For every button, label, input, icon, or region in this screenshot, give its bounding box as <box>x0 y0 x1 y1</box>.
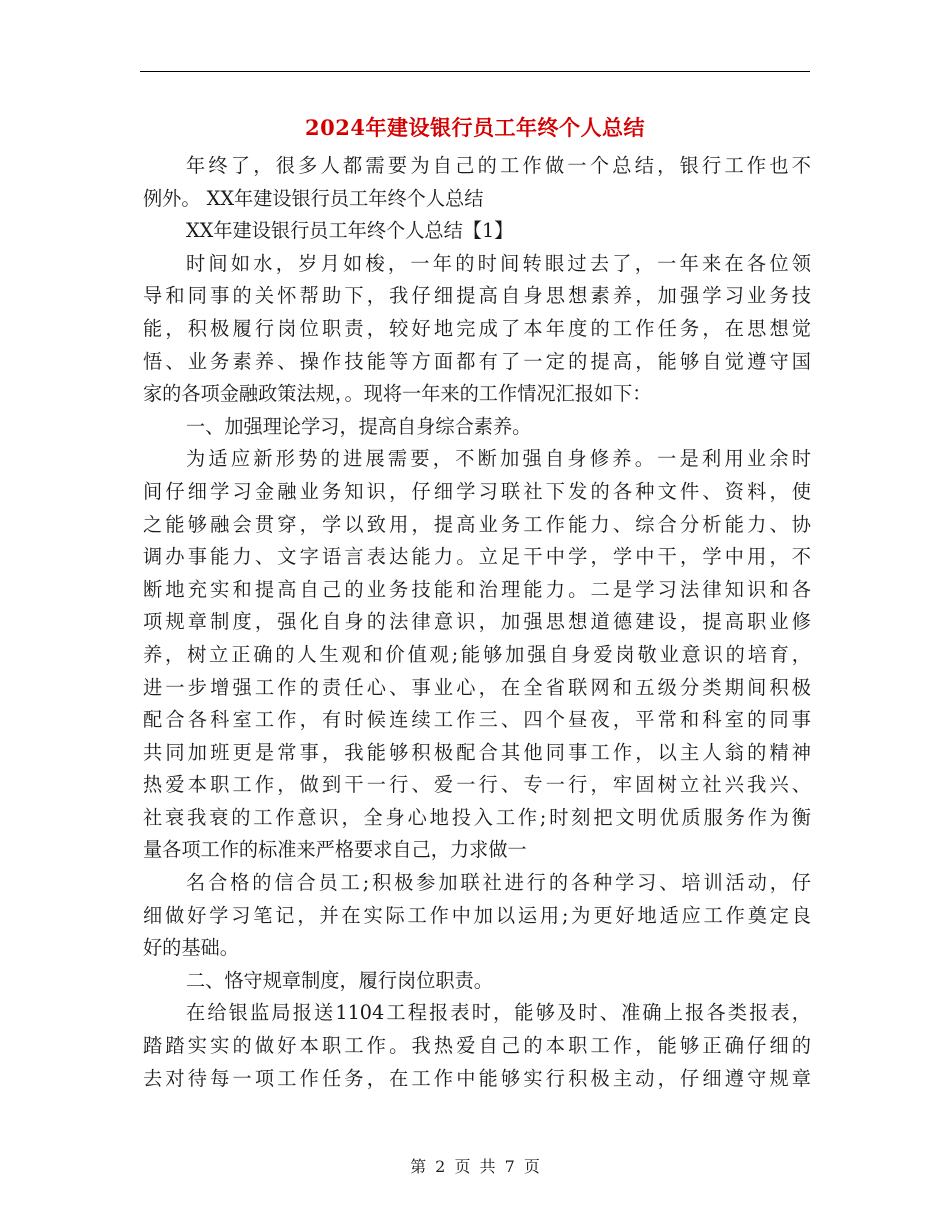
text-line: 为适应新形势的进展需要，不断加强自身修养。一是利用业余时 <box>186 447 811 471</box>
text-line: 细做好学习笔记，并在实际工作中加以运用;为更好地适应工作奠定良 <box>143 903 811 927</box>
text-line: XX年建设银行员工年终个人总结【1】 <box>186 219 514 243</box>
text-line: 间仔细学习金融业务知识，仔细学习联社下发的各种文件、资料，使 <box>143 479 811 503</box>
text-line: 年终了，很多人都需要为自己的工作做一个总结，银行工作也不 <box>186 154 811 177</box>
text-line: 在给银监局报送1104工程报表时，能够及时、准确上报各类报表， <box>186 1001 811 1025</box>
text-line: 之能够融会贯穿，学以致用，提高业务工作能力、综合分析能力、协 <box>143 512 811 536</box>
text-line: 时间如水，岁月如梭，一年的时间转眼过去了，一年来在各位领 <box>186 251 811 275</box>
document-body <box>143 150 811 1095</box>
text-line: 导和同事的关怀帮助下，我仔细提高自身思想素养，加强学习业务技 <box>143 284 811 308</box>
header-rule <box>140 71 810 72</box>
text-line: 去对待每一项工作任务，在工作中能够实行积极主动，仔细遵守规章 <box>143 1066 811 1090</box>
section-heading: 一、加强理论学习，提高自身综合素养。 <box>186 414 532 438</box>
text-line: 项规章制度，强化自身的法律意识，加强思想道德建设，提高职业修 <box>143 610 811 634</box>
text-line: 量各项工作的标准来严格要求自己，力求做一 <box>143 838 527 862</box>
document-title: 2024年建设银行员工年终个人总结 <box>305 115 645 140</box>
section-heading: 二、恪守规章制度，履行岗位职责。 <box>186 968 493 992</box>
page-footer: 第 2 页 共 7 页 <box>410 1157 540 1176</box>
text-line: 养，树立正确的人生观和价值观;能够加强自身爱岗敬业意识的培育， <box>143 642 811 666</box>
text-line: 共同加班更是常事，我能够积极配合其他同事工作，以主人翁的精神 <box>143 740 811 764</box>
text-line: 例外。 XX年建设银行员工年终个人总结 <box>143 186 484 210</box>
text-line: 断地充实和提高自己的业务技能和治理能力。二是学习法律知识和各 <box>143 577 811 601</box>
text-line: 名合格的信合员工;积极参加联社进行的各种学习、培训活动，仔 <box>186 871 811 895</box>
text-line: 调办事能力、文字语言表达能力。立足干中学，学中干，学中用，不 <box>143 545 811 569</box>
text-line: 悟、业务素养、操作技能等方面都有了一定的提高，能够自觉遵守国 <box>143 349 811 373</box>
text-line: 配合各科室工作，有时候连续工作三、四个昼夜，平常和科室的同事 <box>143 708 811 732</box>
text-line: 好的基础。 <box>143 936 239 960</box>
text-line: 热爱本职工作，做到干一行、爱一行、专一行，牢固树立社兴我兴、 <box>143 773 811 797</box>
text-line: 进一步增强工作的责任心、事业心，在全省联网和五级分类期间积极 <box>143 675 811 699</box>
text-line: 社衰我衰的工作意识，全身心地投入工作;时刻把文明优质服务作为衡 <box>143 805 811 829</box>
text-line: 家的各项金融政策法规，。现将一年来的工作情况汇报如下： <box>143 382 652 406</box>
text-line: 能，积极履行岗位职责，较好地完成了本年度的工作任务，在思想觉 <box>143 316 811 340</box>
text-line: 踏踏实实的做好本职工作。我热爱自己的本职工作，能够正确仔细的 <box>143 1034 811 1058</box>
